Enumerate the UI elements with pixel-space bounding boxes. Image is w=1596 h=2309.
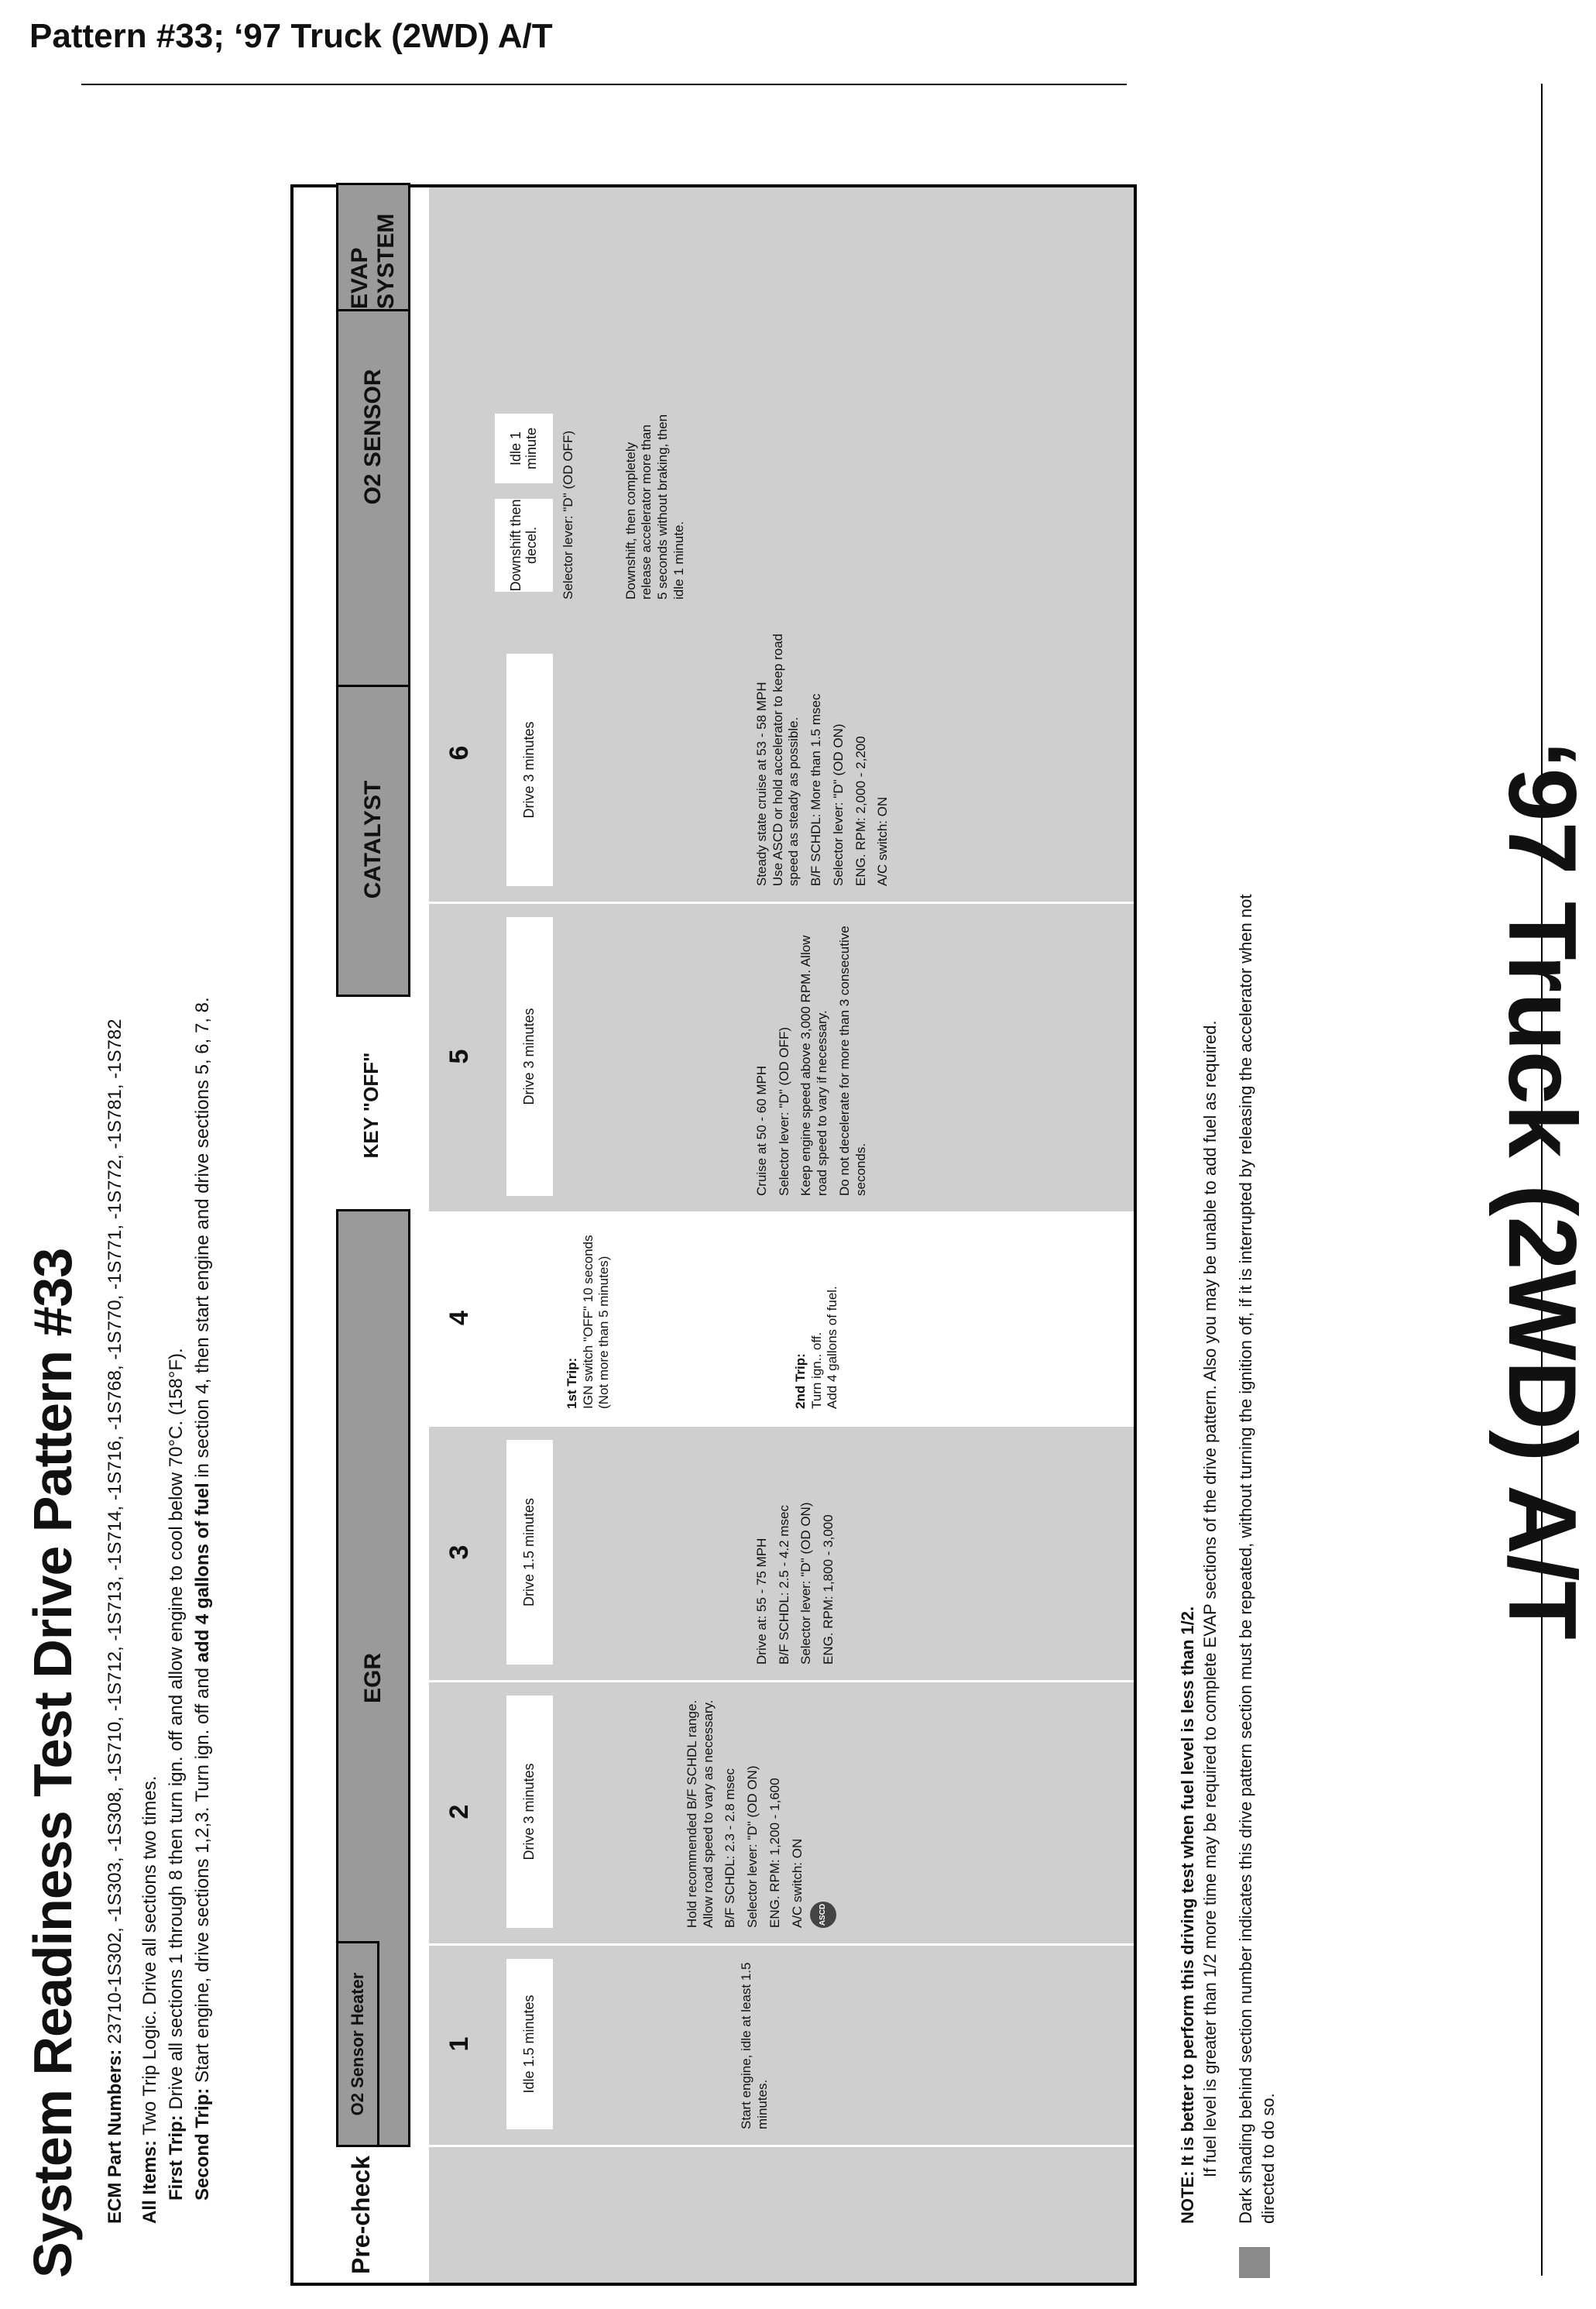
section-number: 6 bbox=[444, 745, 474, 761]
o2-sensor-header: O2 SENSOR bbox=[336, 187, 410, 687]
section-3 bbox=[429, 1424, 1134, 1682]
precheck-header: Pre-check bbox=[347, 2156, 375, 2274]
section-4 bbox=[429, 1211, 1134, 1427]
evap-header: EVAP SYSTEM bbox=[336, 183, 410, 311]
shading-legend-text: Dark shading behind section number indicates this drive pattern section must be repeated, without turning the ignition off, if it is interrupted by releasing the accelerator when not directed to do so. bbox=[1236, 894, 1278, 2224]
section-number: 1 bbox=[444, 2036, 474, 2052]
drive-pattern-table bbox=[290, 184, 1137, 2286]
notes: NOTE: It is better to perform this driving test when fuel level is less than 1/2. If fuel level is greater than 1/2 more time may be required to complete EVAP sections of the drive pattern. Also you may be unable to add fuel as required. bbox=[1178, 1020, 1220, 2224]
trip1-text: 1st Trip: IGN switch "OFF" 10 seconds (Not more than 5 minutes) bbox=[565, 1235, 612, 1409]
duration-label: Drive 1.5 minutes bbox=[506, 1440, 553, 1665]
section-6 bbox=[429, 406, 1134, 904]
duration-label: Drive 3 minutes bbox=[506, 654, 553, 886]
page-header: Pattern #33; ‘97 Truck (2WD) A/T bbox=[29, 17, 553, 55]
section-number: 3 bbox=[444, 1544, 474, 1560]
o2-heater-header: O2 Sensor Heater bbox=[336, 1941, 379, 2147]
section-number: 5 bbox=[444, 1049, 474, 1064]
duration-label: Drive 3 minutes bbox=[506, 1696, 553, 1928]
second-trip: Second Trip: Start engine, drive sections 1,2,3. Turn ign. off and add 4 gallons of fuel in section 4, then start engine and drive sections 5, 6, 7, 8. bbox=[192, 997, 213, 2201]
instruction-text: Drive at: 55 - 75 MPH B/F SCHDL: 2.5 - 4.2 msec Selector lever: "D" (OD ON) ENG. RPM: 1,800 - 3,000 bbox=[754, 1502, 836, 1665]
side-title: ‘97 Truck (2WD) A/T bbox=[1488, 741, 1595, 1640]
downshift-label: Downshift then decel. bbox=[495, 499, 553, 592]
first-trip: First Trip: Drive all sections 1 through 8 then turn ign. off and allow engine to cool below 70°C. (158°F). bbox=[166, 1348, 187, 2201]
catalyst-header: CATALYST bbox=[336, 682, 410, 997]
section-5 bbox=[429, 902, 1134, 1214]
all-items: All Items: Two Trip Logic. Drive all sections two times. bbox=[139, 1775, 160, 2224]
egr-header: EGR bbox=[336, 1209, 410, 2147]
part-numbers: ECM Part Numbers: 23710-1S302, -1S303, -1S308, -1S710, -1S712, -1S713, -1S714, -1S716, -1S768, -1S770, -1S771, -1S772, -1S781, -1S782 bbox=[105, 1019, 125, 2224]
instruction-text: Steady state cruise at 53 - 58 MPH Use ASCD or hold accelerator to keep road speed as steady as possible. B/F SCHDL: More than 1.5 msec Selector lever: "D" (OD ON) ENG. RPM: 2,000 - 2,200 A/C switch: ON bbox=[754, 633, 891, 886]
section-1 bbox=[429, 1943, 1134, 2147]
downshift-text: Selector lever: "D" (OD OFF) Downshift, then completely release accelerator more than 5 seconds without braking, then idle 1 minute. bbox=[561, 414, 686, 600]
shading-legend-swatch bbox=[1239, 2247, 1270, 2278]
key-off-header: KEY "OFF" bbox=[359, 1052, 383, 1159]
section-number: 4 bbox=[444, 1311, 474, 1325]
trip2-text: 2nd Trip: Turn ign.. off. Add 4 gallons of fuel. bbox=[793, 1286, 840, 1409]
section-number: 2 bbox=[444, 1804, 474, 1819]
duration-label: Idle 1.5 minutes bbox=[506, 1959, 553, 2129]
section-2 bbox=[429, 1680, 1134, 1946]
idle-label: Idle 1 minute bbox=[495, 414, 553, 483]
duration-label: Drive 3 minutes bbox=[506, 917, 553, 1196]
ascd-icon: ASCD bbox=[810, 1902, 836, 1928]
instruction-text: Hold recommended B/F SCHDL range. Allow road speed to vary as necessary. B/F SCHDL: 2.3 - 2.8 msec Selector lever: "D" (OD ON) ENG. RPM: 1,200 - 1,600 A/C switch: ON ASCD bbox=[685, 1696, 836, 1928]
instruction-text: Cruise at 50 - 60 MPH Selector lever: "D" (OD OFF) Keep engine speed above 3,000 RPM. Allow road speed to vary if necessary. Do not decelerate for more than 3 consecutive seconds. bbox=[754, 926, 868, 1196]
instruction-text: Start engine, idle at least 1.5 minutes. bbox=[739, 1962, 770, 2129]
document-title: System Readiness Test Drive Pattern #33 bbox=[22, 1248, 83, 2278]
